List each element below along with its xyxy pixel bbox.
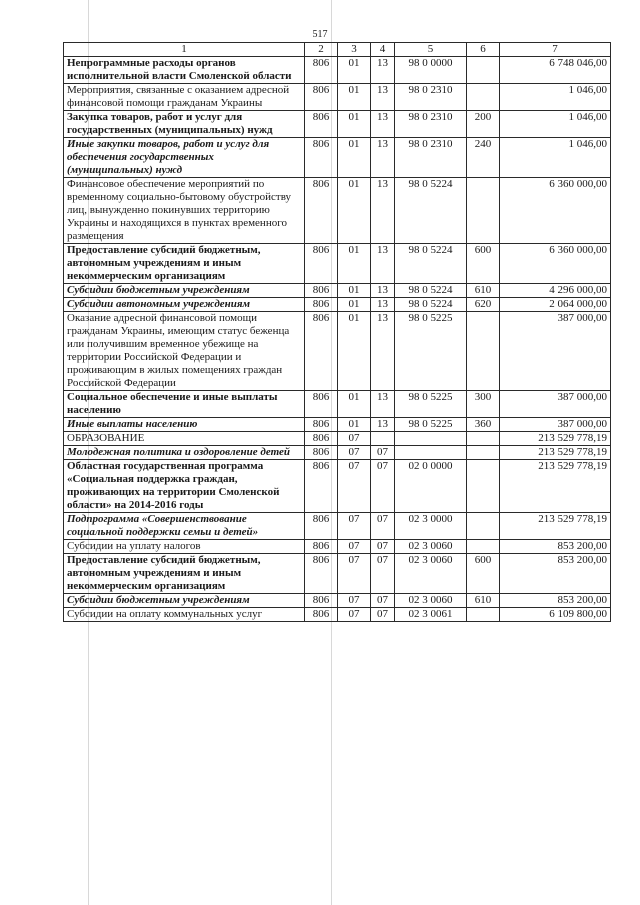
amount-cell: 6 748 046,00 [500,57,611,84]
row-name-cell: Социальное обеспечение и иные выплаты населению [64,391,305,418]
ministry-code-cell: 806 [305,178,338,244]
subsection-code-cell: 07 [371,608,395,622]
subsection-code-cell: 13 [371,284,395,298]
column-header-row [64,43,611,57]
row-name-cell: Субсидии бюджетным учреждениям [64,594,305,608]
expense-type-cell: 240 [467,138,500,178]
subsection-code-cell: 13 [371,111,395,138]
target-article-cell: 98 0 2310 [395,84,467,111]
subsection-code-cell: 13 [371,244,395,284]
ministry-code-cell: 806 [305,312,338,391]
section-code-cell: 07 [338,540,371,554]
target-article-cell: 02 3 0060 [395,594,467,608]
subsection-code-cell: 13 [371,418,395,432]
expense-type-cell: 610 [467,594,500,608]
target-article-cell: 98 0 2310 [395,138,467,178]
row-name-cell: Субсидии на уплату налогов [64,540,305,554]
subsection-code-cell: 07 [371,594,395,608]
subsection-code-cell: 13 [371,138,395,178]
ministry-code-cell: 806 [305,84,338,111]
table-row [64,418,611,432]
subsection-code-cell: 13 [371,84,395,111]
column-header: 6 [467,43,500,57]
row-name-cell: Субсидии автономным учреждениям [64,298,305,312]
row-name-cell: Иные выплаты населению [64,418,305,432]
target-article-cell: 02 0 0000 [395,460,467,513]
ministry-code-cell: 806 [305,554,338,594]
expense-type-cell [467,84,500,111]
ministry-code-cell: 806 [305,391,338,418]
ministry-code-cell: 806 [305,138,338,178]
table-row [64,554,611,594]
row-name-cell: Закупка товаров, работ и услуг для государственных (муниципальных) нужд [64,111,305,138]
section-code-cell: 01 [338,298,371,312]
column-header: 7 [500,43,611,57]
target-article-cell: 98 0 0000 [395,57,467,84]
section-code-cell: 01 [338,111,371,138]
ministry-code-cell: 806 [305,244,338,284]
expense-type-cell [467,540,500,554]
target-article-cell [395,432,467,446]
ministry-code-cell: 806 [305,513,338,540]
target-article-cell: 98 0 5224 [395,298,467,312]
section-code-cell: 01 [338,57,371,84]
row-name-cell: Предоставление субсидий бюджетным, автономным учреждениям и иным некоммерческим организациям [64,244,305,284]
row-name-cell: Мероприятия, связанные с оказанием адресной финансовой помощи гражданам Украины [64,84,305,111]
table-row [64,57,611,84]
table-row [64,84,611,111]
ministry-code-cell: 806 [305,111,338,138]
target-article-cell: 98 0 2310 [395,111,467,138]
subsection-code-cell [371,432,395,446]
target-article-cell: 02 3 0061 [395,608,467,622]
subsection-code-cell: 07 [371,540,395,554]
subsection-code-cell: 13 [371,178,395,244]
amount-cell: 6 360 000,00 [500,178,611,244]
ministry-code-cell: 806 [305,432,338,446]
ministry-code-cell: 806 [305,594,338,608]
amount-cell: 213 529 778,19 [500,460,611,513]
table-row [64,432,611,446]
amount-cell: 213 529 778,19 [500,513,611,540]
amount-cell: 853 200,00 [500,540,611,554]
section-code-cell: 01 [338,312,371,391]
table-row [64,540,611,554]
ministry-code-cell: 806 [305,540,338,554]
ministry-code-cell: 806 [305,298,338,312]
target-article-cell: 98 0 5224 [395,178,467,244]
expense-type-cell: 360 [467,418,500,432]
amount-cell: 387 000,00 [500,391,611,418]
section-code-cell: 01 [338,418,371,432]
amount-cell: 853 200,00 [500,594,611,608]
row-name-cell: Оказание адресной финансовой помощи гражданам Украины, имеющим статус беженца или получившим временное убежище на территории Российской Федерации и проживающим в жилых помещениях граждан Российской Федерации [64,312,305,391]
column-header: 2 [305,43,338,57]
section-code-cell: 07 [338,513,371,540]
expense-type-cell: 620 [467,298,500,312]
column-header: 5 [395,43,467,57]
section-code-cell: 01 [338,244,371,284]
row-name-cell: Субсидии на оплату коммунальных услуг [64,608,305,622]
table-row [64,446,611,460]
expense-type-cell: 600 [467,244,500,284]
target-article-cell: 02 3 0060 [395,554,467,594]
target-article-cell: 98 0 5225 [395,418,467,432]
section-code-cell: 01 [338,138,371,178]
amount-cell: 1 046,00 [500,84,611,111]
section-code-cell: 07 [338,554,371,594]
budget-table [63,42,611,622]
target-article-cell: 02 3 0000 [395,513,467,540]
table-row [64,513,611,540]
table-row [64,298,611,312]
page-number: 517 [312,29,328,40]
ministry-code-cell: 806 [305,284,338,298]
table-row [64,608,611,622]
amount-cell: 1 046,00 [500,138,611,178]
section-code-cell: 01 [338,391,371,418]
section-code-cell: 07 [338,594,371,608]
section-code-cell: 07 [338,608,371,622]
target-article-cell [395,446,467,460]
row-name-cell: ОБРАЗОВАНИЕ [64,432,305,446]
expense-type-cell: 610 [467,284,500,298]
table-row [64,312,611,391]
subsection-code-cell: 13 [371,57,395,84]
amount-cell: 2 064 000,00 [500,298,611,312]
subsection-code-cell: 07 [371,460,395,513]
ministry-code-cell: 806 [305,446,338,460]
table-row [64,244,611,284]
table-row [64,178,611,244]
column-header: 4 [371,43,395,57]
table-row [64,460,611,513]
section-code-cell: 07 [338,432,371,446]
expense-type-cell [467,608,500,622]
table-row [64,284,611,298]
section-code-cell: 07 [338,460,371,513]
expense-type-cell [467,432,500,446]
table-row [64,594,611,608]
table-row [64,391,611,418]
section-code-cell: 01 [338,84,371,111]
amount-cell: 6 360 000,00 [500,244,611,284]
row-name-cell: Предоставление субсидий бюджетным, автономным учреждениям и иным некоммерческим организациям [64,554,305,594]
row-name-cell: Финансовое обеспечение мероприятий по временному социально-бытовому обустройству лиц, вынужденно покинувших территорию Украины и находящихся в пунктах временного размещения [64,178,305,244]
target-article-cell: 02 3 0060 [395,540,467,554]
expense-type-cell: 600 [467,554,500,594]
row-name-cell: Подпрограмма «Совершенствование социальной поддержки семьи и детей» [64,513,305,540]
amount-cell: 387 000,00 [500,312,611,391]
target-article-cell: 98 0 5225 [395,312,467,391]
amount-cell: 4 296 000,00 [500,284,611,298]
expense-type-cell: 300 [467,391,500,418]
row-name-cell: Непрограммные расходы органов исполнительной власти Смоленской области [64,57,305,84]
row-name-cell: Молодежная политика и оздоровление детей [64,446,305,460]
section-code-cell: 07 [338,446,371,460]
section-code-cell: 01 [338,178,371,244]
subsection-code-cell: 07 [371,446,395,460]
expense-type-cell [467,312,500,391]
amount-cell: 1 046,00 [500,111,611,138]
amount-cell: 387 000,00 [500,418,611,432]
target-article-cell: 98 0 5224 [395,244,467,284]
row-name-cell: Субсидии бюджетным учреждениям [64,284,305,298]
expense-type-cell: 200 [467,111,500,138]
subsection-code-cell: 13 [371,391,395,418]
amount-cell: 853 200,00 [500,554,611,594]
subsection-code-cell: 07 [371,554,395,594]
row-name-cell: Иные закупки товаров, работ и услуг для обеспечения государственных (муниципальных) нужд [64,138,305,178]
subsection-code-cell: 13 [371,312,395,391]
expense-type-cell [467,178,500,244]
expense-type-cell [467,57,500,84]
amount-cell: 213 529 778,19 [500,432,611,446]
amount-cell: 6 109 800,00 [500,608,611,622]
section-code-cell: 01 [338,284,371,298]
expense-type-cell [467,513,500,540]
expense-type-cell [467,446,500,460]
table-row [64,111,611,138]
expense-type-cell [467,460,500,513]
ministry-code-cell: 806 [305,608,338,622]
row-name-cell: Областная государственная программа «Социальная поддержка граждан, проживающих на территории Смоленской области» на 2014-2016 годы [64,460,305,513]
amount-cell: 213 529 778,19 [500,446,611,460]
ministry-code-cell: 806 [305,460,338,513]
column-header: 1 [64,43,305,57]
ministry-code-cell: 806 [305,57,338,84]
subsection-code-cell: 07 [371,513,395,540]
table-row [64,138,611,178]
subsection-code-cell: 13 [371,298,395,312]
ministry-code-cell: 806 [305,418,338,432]
target-article-cell: 98 0 5225 [395,391,467,418]
column-header: 3 [338,43,371,57]
target-article-cell: 98 0 5224 [395,284,467,298]
